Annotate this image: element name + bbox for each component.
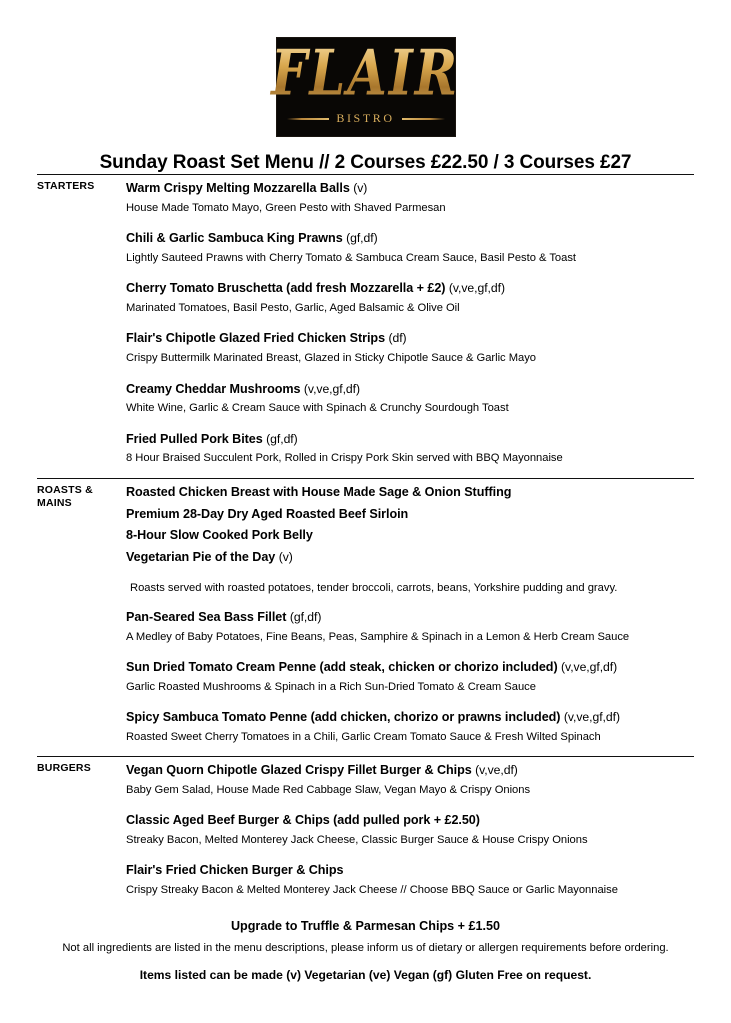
menu-footer <box>37 919 694 982</box>
menu-item-description: Garlic Roasted Mushrooms & Spinach in a Rich Sun-Dried Tomato & Cream Sauce <box>126 680 536 693</box>
logo-wordmark: FLAIR <box>269 42 461 105</box>
menu-item-tags: (v,ve,gf,df) <box>303 381 360 396</box>
allergen-notice: Not all ingredients are listed in the menu descriptions, please inform us of dietary or allergen requirements before ordering. <box>62 941 669 954</box>
menu-item-title: Roasted Chicken Breast with House Made Sage & Onion Stuffing <box>126 484 512 499</box>
menu-item-tags: (v,ve,gf,df) <box>561 659 618 674</box>
menu-item-title: Fried Pulled Pork Bites <box>126 431 263 446</box>
menu-item-name <box>126 707 694 728</box>
menu-item <box>126 860 694 899</box>
menu-item-title: Vegan Quorn Chipotle Glazed Crispy Fillet Burger & Chips <box>126 763 472 778</box>
section-roasts-mains <box>37 479 694 756</box>
menu-item-description: House Made Tomato Mayo, Green Pesto with Shaved Parmesan <box>126 201 446 214</box>
menu-item-title: Spicy Sambuca Tomato Penne (add chicken, chorizo or prawns included) <box>126 710 561 725</box>
menu-item-name <box>126 178 694 199</box>
page-title: Sunday Roast Set Menu // 2 Courses £22.50 / 3 Courses £27 <box>99 152 632 173</box>
menu-item-title: Pan-Seared Sea Bass Fillet <box>126 609 287 624</box>
menu-item-description: Marinated Tomatoes, Basil Pesto, Garlic, Aged Balsamic & Olive Oil <box>126 302 460 315</box>
menu-item-name <box>126 504 694 525</box>
logo-rule-left <box>287 118 330 120</box>
section-label-line-2: MAINS <box>37 497 72 510</box>
menu-item-description: White Wine, Garlic & Cream Sauce with Spinach & Crunchy Sourdough Toast <box>126 402 509 415</box>
menu-item-title: Warm Crispy Melting Mozzarella Balls <box>126 181 350 195</box>
menu-item-description: Roasted Sweet Cherry Tomatoes in a Chili, Garlic Cream Tomato Sauce & Fresh Wilted Spinach <box>126 730 601 743</box>
menu-item-name <box>126 429 694 450</box>
section-burgers <box>37 757 694 909</box>
menu-item <box>126 547 694 568</box>
menu-item <box>126 760 694 799</box>
menu-item-tags: (v,ve,df) <box>475 763 518 778</box>
section-label-line-1: ROASTS & <box>37 483 93 496</box>
menu-item-description: Crispy Buttermilk Marinated Breast, Glazed in Sticky Chipotle Sauce & Garlic Mayo <box>126 352 536 365</box>
menu-item-title: Chili & Garlic Sambuca King Prawns <box>126 231 343 246</box>
logo-subtitle: BISTRO <box>336 111 395 125</box>
menu-item-name <box>126 810 694 831</box>
menu-item-description: 8 Hour Braised Succulent Pork, Rolled in Crispy Pork Skin served with BBQ Mayonnaise <box>126 452 563 465</box>
logo-container <box>0 0 731 137</box>
menu-item <box>126 607 694 646</box>
menu-item-title: Creamy Cheddar Mushrooms <box>126 381 301 396</box>
menu-item-title: Flair's Chipotle Glazed Fried Chicken Strips <box>126 331 386 346</box>
logo-subtitle-row <box>287 111 445 126</box>
menu-item-name <box>126 760 694 781</box>
menu-item-title: Vegetarian Pie of the Day <box>126 550 276 565</box>
section-label-roasts-mains <box>37 479 126 511</box>
menu-item-name <box>126 525 694 546</box>
menu-item-tags: (v) <box>278 550 293 565</box>
menu-item <box>126 482 694 503</box>
menu-item-tags: (v,ve,gf,df) <box>563 710 620 725</box>
menu-item <box>126 379 694 418</box>
menu-item-name <box>126 379 694 400</box>
menu-item-description: Lightly Sauteed Prawns with Cherry Tomato & Sambuca Cream Sauce, Basil Pesto & Toast <box>126 251 576 264</box>
menu-item-title: Cherry Tomato Bruschetta (add fresh Mozzarella + £2) <box>126 281 446 296</box>
menu-item <box>126 429 694 468</box>
roasts-accompaniment-note: Roasts served with roasted potatoes, tender broccoli, carrots, beans, Yorkshire pudding and gravy. <box>130 581 618 594</box>
menu-item-tags: (df) <box>388 331 407 346</box>
section-body-starters <box>126 175 694 478</box>
section-body-burgers <box>126 757 694 909</box>
section-label-starters: STARTERS <box>37 180 95 192</box>
menu-item-tags: (gf,df) <box>346 231 378 246</box>
menu-sheet <box>0 174 731 982</box>
section-label-burgers: BURGERS <box>37 762 91 775</box>
menu-item-title: Flair's Fried Chicken Burger & Chips <box>126 863 344 878</box>
menu-item-name <box>126 547 694 568</box>
menu-item-name <box>126 607 694 628</box>
menu-item-name <box>126 482 694 503</box>
section-starters <box>37 175 694 478</box>
menu-item-description: A Medley of Baby Potatoes, Fine Beans, Peas, Samphire & Spinach in a Lemon & Herb Cream Sauce <box>126 630 630 643</box>
menu-item-name <box>126 228 694 249</box>
menu-item <box>126 504 694 525</box>
menu-item-tags: (gf,df) <box>266 431 298 446</box>
menu-item <box>126 657 694 696</box>
logo-rule-right <box>402 118 445 120</box>
menu-item <box>126 810 694 849</box>
menu-item <box>126 278 694 317</box>
menu-item <box>126 707 694 746</box>
menu-item <box>126 178 694 217</box>
menu-item-name <box>126 328 694 349</box>
menu-item-description: Streaky Bacon, Melted Monterey Jack Cheese, Classic Burger Sauce & House Crispy Onions <box>126 834 588 847</box>
menu-item-tags: (v,ve,gf,df) <box>448 281 505 296</box>
menu-item <box>126 525 694 546</box>
menu-item-name <box>126 860 694 881</box>
menu-item-title: Classic Aged Beef Burger & Chips (add pulled pork + £2.50) <box>126 813 480 828</box>
menu-item-title: Premium 28-Day Dry Aged Roasted Beef Sirloin <box>126 506 409 521</box>
menu-item-description: Baby Gem Salad, House Made Red Cabbage Slaw, Vegan Mayo & Crispy Onions <box>126 783 531 796</box>
flair-bistro-logo <box>271 35 460 137</box>
menu-item <box>126 228 694 267</box>
menu-item-name <box>126 657 694 678</box>
dietary-notice: Items listed can be made (v) Vegetarian (ve) Vegan (gf) Gluten Free on request. <box>139 967 592 982</box>
upgrade-note: Upgrade to Truffle & Parmesan Chips + £1.50 <box>230 918 501 933</box>
section-body-roasts-mains <box>126 479 694 756</box>
menu-item-tags: (gf,df) <box>289 609 322 624</box>
menu-item-description: Crispy Streaky Bacon & Melted Monterey Jack Cheese // Choose BBQ Sauce or Garlic Mayonnaise <box>126 884 618 897</box>
menu-item <box>126 328 694 367</box>
menu-item-title: 8-Hour Slow Cooked Pork Belly <box>126 528 313 543</box>
menu-item-tags: (v) <box>353 181 368 195</box>
menu-item-title: Sun Dried Tomato Cream Penne (add steak, chicken or chorizo included) <box>126 659 558 674</box>
menu-item-name <box>126 278 694 299</box>
